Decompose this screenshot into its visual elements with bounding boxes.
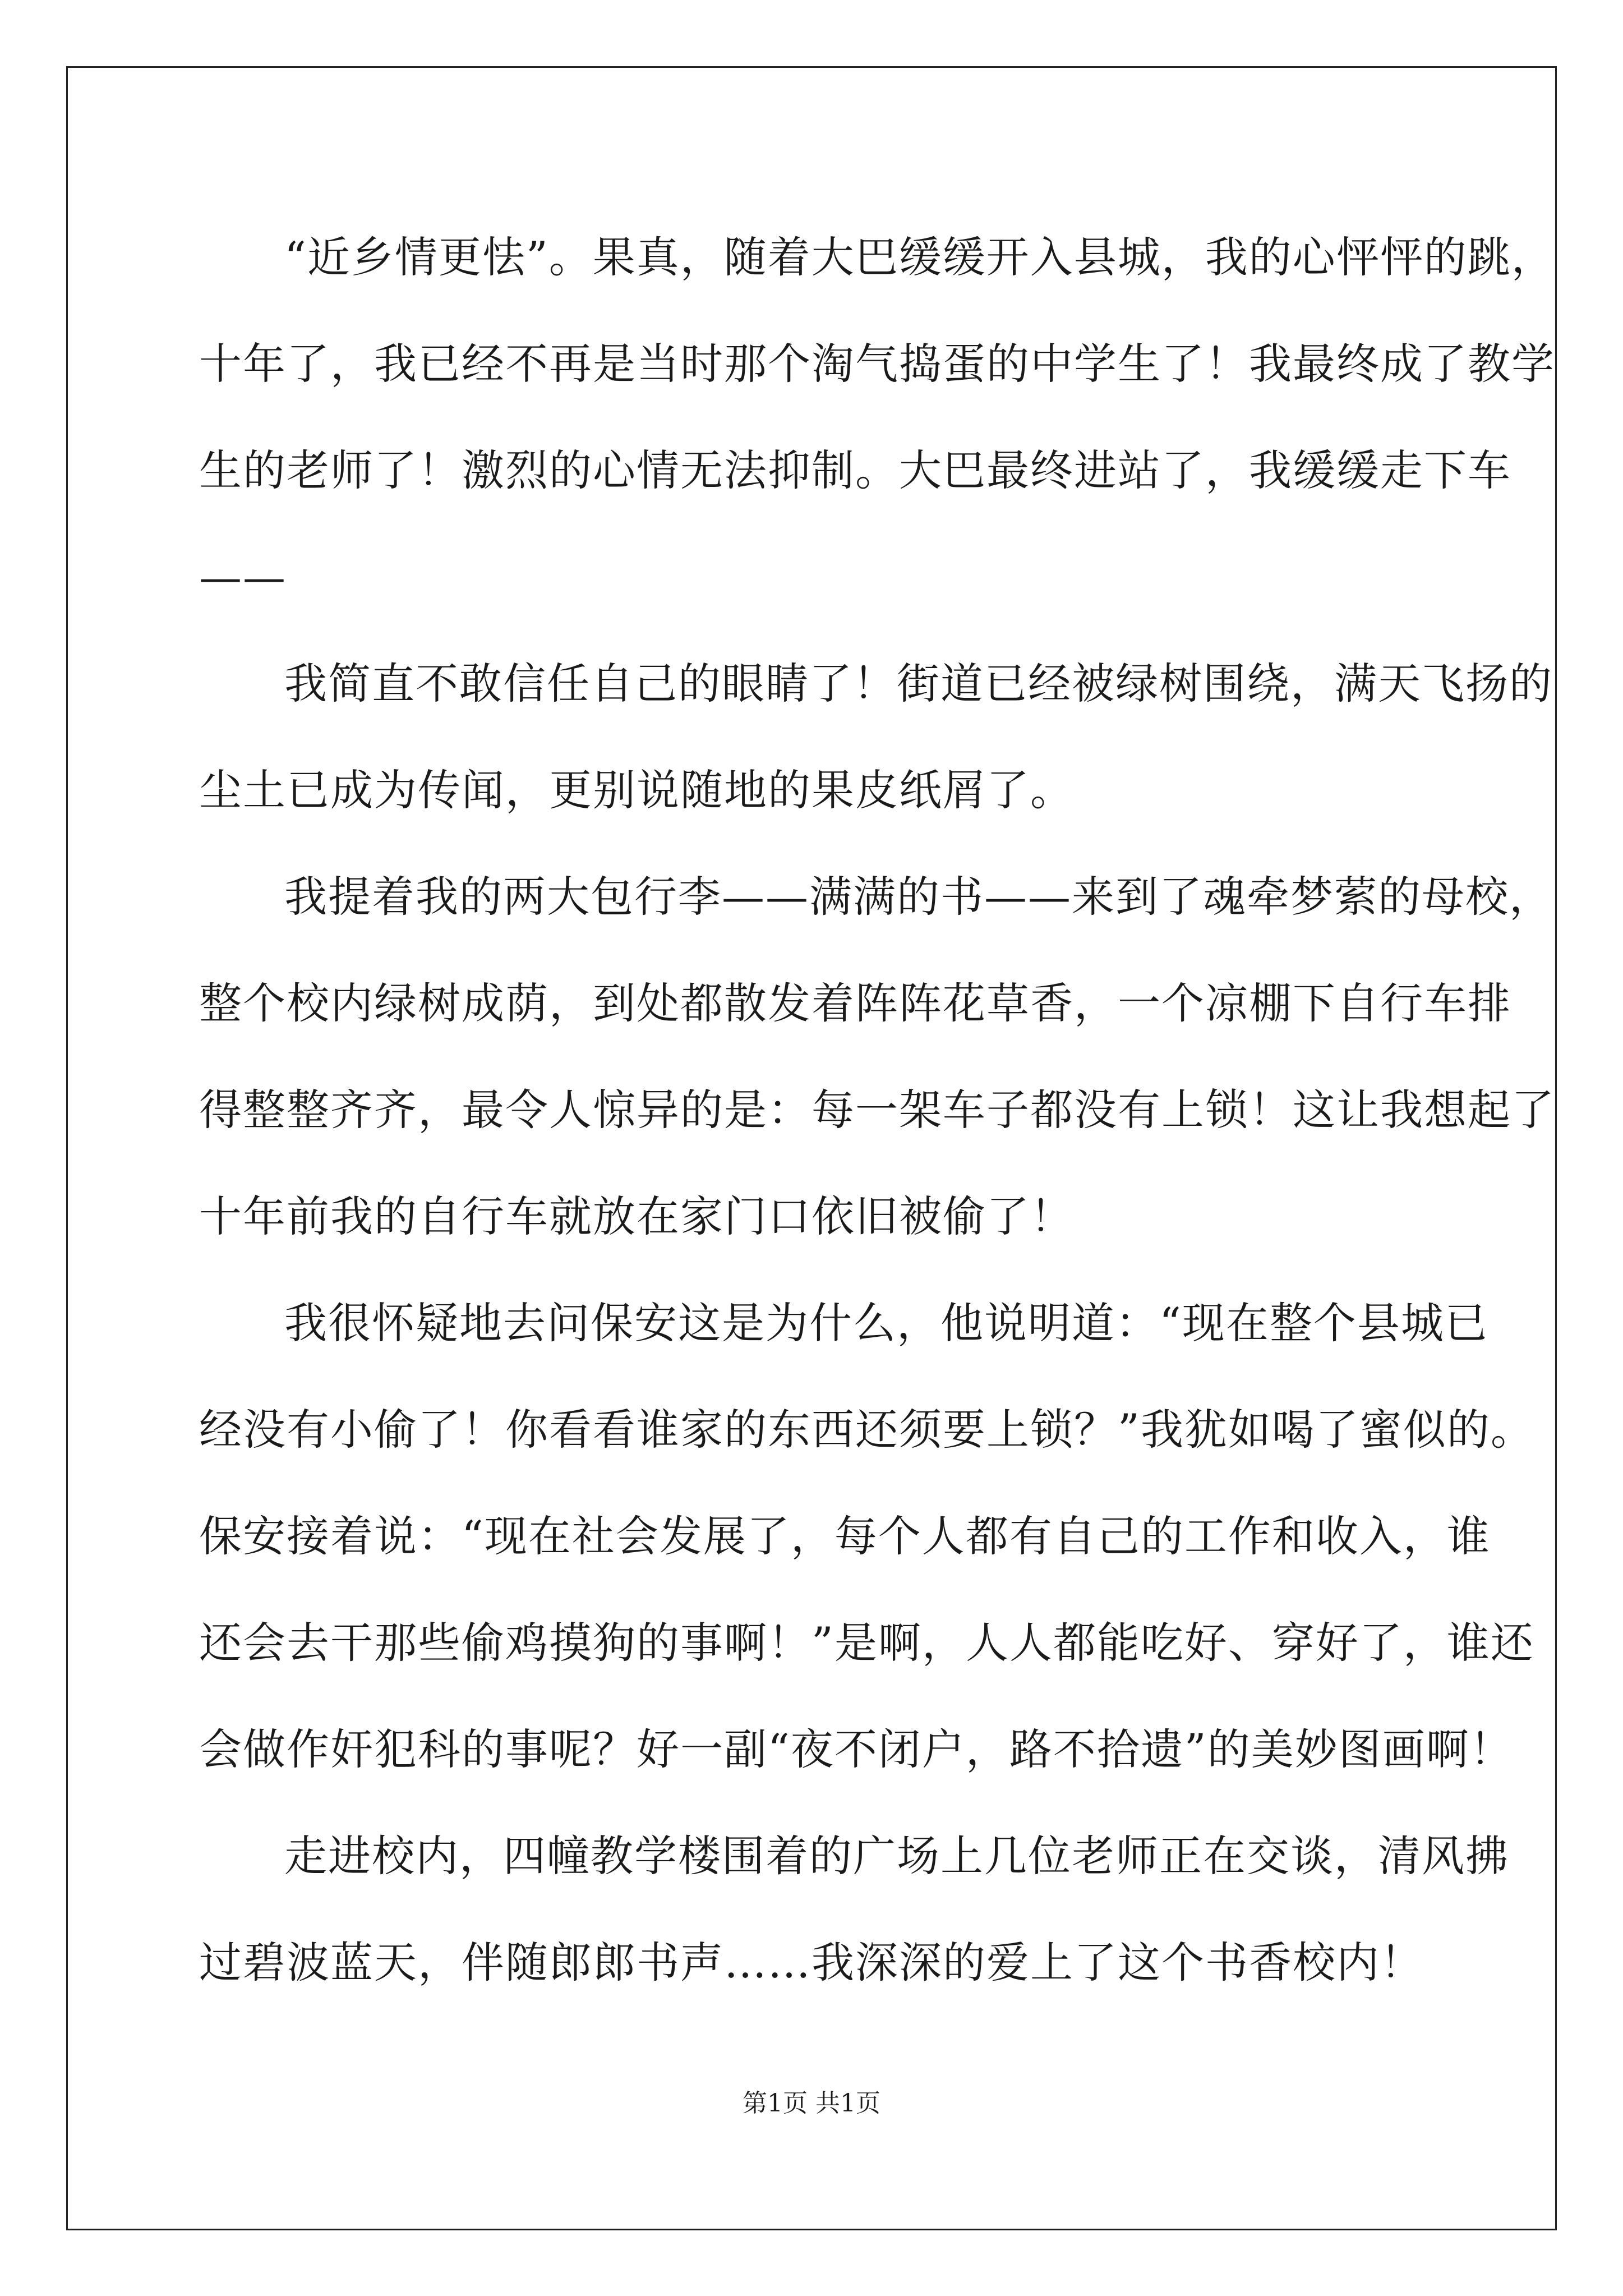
text-line: 还会去干那些偷鸡摸狗的事啊！”是啊，人人都能吃好、穿好了，谁还	[199, 1618, 1534, 1668]
text-line: 走进校内，四幢教学楼围着的广场上几位老师正在交谈，清风拂	[284, 1831, 1509, 1881]
text-line: 十年前我的自行车就放在家门口依旧被偷了！	[199, 1191, 1074, 1241]
document-body	[199, 204, 1555, 2016]
text-line: 得整整齐齐，最令人惊异的是：每一架车子都没有上锁！这让我想起了	[199, 1085, 1555, 1135]
text-line: 经没有小偷了！你看看谁家的东西还须要上锁？”我犹如喝了蜜似的。	[199, 1405, 1534, 1455]
text-line: 我很怀疑地去问保安这是为什么，他说明道：“现在整个县城已	[284, 1298, 1488, 1348]
page-number-footer: 第1页 共1页	[743, 2089, 880, 2118]
text-line: 过碧波蓝天，伴随郎郎书声……我深深的爱上了这个书香校内！	[199, 1938, 1424, 1987]
text-line: 十年了，我已经不再是当时那个淘气捣蛋的中学生了！我最终成了教学	[199, 339, 1555, 389]
text-line: 整个校内绿树成荫，到处都散发着阵阵花草香，一个凉棚下自行车排	[199, 978, 1511, 1028]
text-line: 会做作奸犯科的事呢？好一副“夜不闭户，路不拾遗”的美妙图画啊！	[199, 1724, 1514, 1774]
text-line: 保安接着说：“现在社会发展了，每个人都有自己的工作和收入，谁	[199, 1511, 1491, 1561]
text-line: 尘土已成为传闻，更别说随地的果皮纸屑了。	[199, 765, 1074, 815]
text-line: 我提着我的两大包行李——满满的书——来到了魂牵梦萦的母校，	[284, 872, 1553, 922]
text-line: 生的老师了！激烈的心情无法抑制。大巴最终进站了，我缓缓走下车	[199, 445, 1511, 495]
text-line: ——	[199, 552, 287, 602]
text-line: “近乡情更怯”。果真，随着大巴缓缓开入县城，我的心怦怦的跳，	[284, 232, 1555, 282]
text-line: 我简直不敢信任自己的眼睛了！街道已经被绿树围绕，满天飞扬的	[284, 659, 1553, 708]
